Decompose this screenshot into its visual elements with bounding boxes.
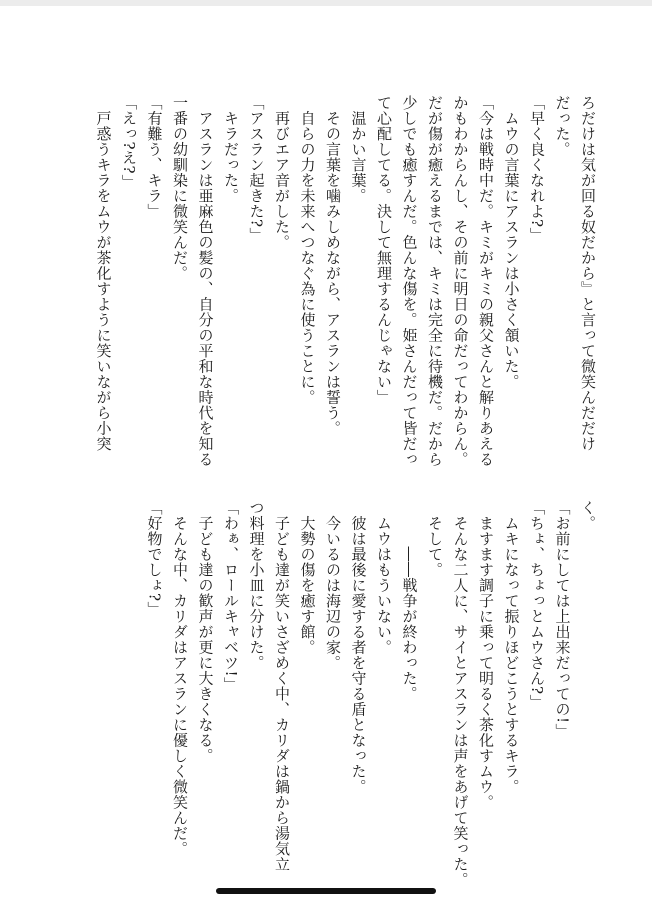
text-line: 子ども達が笑いさざめく中、カリダは鍋から湯気立 — [273, 500, 291, 872]
text-line: く。 — [579, 500, 597, 531]
text-line: ムウの言葉にアスランは小さく頷いた。 — [502, 95, 521, 390]
text-block-bottom — [141, 500, 600, 888]
text-line: 「早く良くなれよ?」 — [528, 95, 546, 244]
text-line: 今いるのは海辺の家。 — [324, 500, 342, 671]
text-line: 「好物でしょ?」 — [145, 500, 164, 618]
text-line: 「有難う、キラ」 — [145, 95, 164, 219]
text-line: だった。 — [553, 95, 572, 157]
text-line: ろだけは気が回る奴だから』と言って微笑んだだけ — [579, 95, 597, 452]
text-line: 一番の幼馴染に微笑んだ。 — [171, 95, 189, 281]
text-line: 「えっ?え?」 — [120, 95, 138, 190]
text-line: て心配してる。決して無理するんじゃない」 — [375, 95, 393, 405]
text-line: そんな二人に、サイとアスランは声をあげて笑った。 — [451, 500, 470, 888]
text-line: 子ども達の歓声が更に大きくなる。 — [196, 500, 215, 764]
home-indicator-bar[interactable] — [216, 888, 436, 894]
text-line: ますます調子に乗って明るく茶化すムウ。 — [477, 500, 495, 810]
text-line: その言葉を噛みしめながら、アスランは誓う。 — [324, 95, 342, 436]
text-line: アスランは亜麻色の髪の、自分の平和な時代を知る — [196, 95, 215, 467]
text-line: 少しでも癒すんだ。色んな傷を。姫さんだって皆だっ — [400, 95, 419, 467]
text-line: 戸惑うキラをムウが茶化すように笑いながら小突 — [94, 95, 113, 452]
text-line: つ料理を小皿に分けた。 — [247, 500, 266, 671]
text-line: 「ちょ、ちょっとムウさん?」 — [528, 500, 546, 711]
text-line: 「今は戦時中だ。キミがキミの親父さんと解りあえる — [477, 95, 495, 467]
text-line: 「アスラン起きた?」 — [247, 95, 266, 244]
text-line: 再びエア音がした。 — [273, 95, 291, 250]
text-line: 彼は最後に愛する者を守る盾となった。 — [349, 500, 368, 795]
text-line: 「お前にしては上出来だっての!」 — [553, 500, 572, 740]
text-line: そんな中、カリダはアスランに優しく微笑んだ。 — [171, 500, 189, 857]
text-line: そして。 — [426, 500, 444, 578]
text-line: だが傷が癒えるまでは、キミは完全に待機だ。だから — [426, 95, 444, 467]
text-line: 自らの力を未来へつなぐ為に使うことに。 — [298, 95, 317, 405]
text-line: ムキになって振りほどこうとするキラ。 — [502, 500, 521, 795]
text-line: 「わぁ、ロールキャベツ!」 — [222, 500, 240, 693]
top-edge-band — [0, 0, 652, 6]
text-block-top — [90, 95, 600, 467]
text-line: ムウはもういない。 — [375, 500, 393, 655]
text-line: かもわからんし、その前に明日の命だってわからん。 — [451, 95, 470, 467]
text-line: 大勢の傷を癒す館。 — [298, 500, 317, 655]
text-line: 温かい言葉。 — [349, 95, 368, 204]
text-line: キラだった。 — [222, 95, 240, 204]
text-line: ――戦争が終わった。 — [400, 500, 419, 702]
